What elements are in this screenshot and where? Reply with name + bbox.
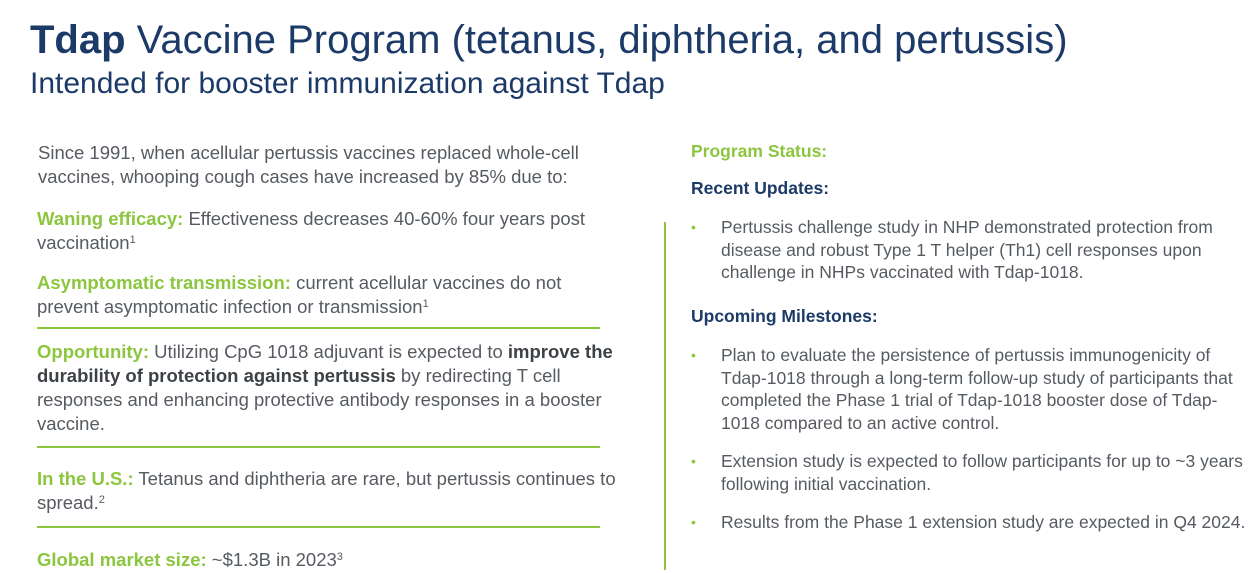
title-bold: Tdap xyxy=(30,18,126,62)
milestone-text: Plan to evaluate the persistence of pertussis immunogenicity of Tdap-1018 through a long-term follow-up study of participants that completed the Phase 1 trial of Tdap-1018 booster dose of Tdap-1018 compared to an active control. xyxy=(721,345,1233,433)
waning-text: Effectiveness decreases 40-60% four years post vaccination xyxy=(37,208,586,253)
title-rest: Vaccine Program (tetanus, diphtheria, and pertussis) xyxy=(136,18,1068,62)
column-divider xyxy=(664,222,666,570)
us-footnote: 2 xyxy=(98,494,105,506)
divider-3 xyxy=(37,526,600,528)
divider-2 xyxy=(37,446,600,448)
market-text: ~$1.3B in 2023 xyxy=(206,549,337,570)
upcoming-milestones-heading: Upcoming Milestones: xyxy=(691,306,878,326)
milestone-text: Results from the Phase 1 extension study are expected in Q4 2024. xyxy=(721,512,1246,532)
us-label: In the U.S.: xyxy=(37,468,134,489)
market-paragraph xyxy=(37,548,627,572)
bullet-icon: • xyxy=(691,514,696,530)
waning-footnote: 1 xyxy=(129,234,136,246)
bullet-icon: • xyxy=(691,453,696,469)
opportunity-text-b: by redirecting T cell responses and enhancing protective antibody responses in a booster vaccine. xyxy=(37,365,602,434)
intro-paragraph: Since 1991, when acellular pertussis vaccines replaced whole-cell vaccines, whooping cough cases have increased by 85% due to: xyxy=(38,142,579,187)
asymptomatic-label: Asymptomatic transmission: xyxy=(37,272,291,293)
asymptomatic-text: current acellular vaccines do not prevent asymptomatic infection or transmission xyxy=(37,272,562,317)
opportunity-paragraph xyxy=(37,340,627,436)
milestone-text: Extension study is expected to follow participants for up to ~3 years following initial vaccination. xyxy=(721,451,1243,494)
opportunity-label: Opportunity: xyxy=(37,341,150,362)
waning-label: Waning efficacy: xyxy=(37,208,184,229)
page-subtitle: Intended for booster immunization against Tdap xyxy=(30,67,665,100)
divider-1 xyxy=(37,327,600,329)
opportunity-text-a: Utilizing CpG 1018 adjuvant is expected to xyxy=(149,341,508,362)
page-title xyxy=(30,16,1068,64)
opportunity-bold: improve the durability of protection against pertussis xyxy=(37,341,613,386)
us-paragraph xyxy=(37,467,617,515)
waning-efficacy-paragraph xyxy=(37,207,607,255)
bullet-icon: • xyxy=(691,219,696,235)
us-text: Tetanus and diphtheria are rare, but pertussis continues to spread. xyxy=(37,468,616,513)
program-status-heading: Program Status: xyxy=(691,141,828,161)
market-label: Global market size: xyxy=(37,549,207,570)
asymptomatic-paragraph xyxy=(37,271,627,319)
recent-updates-heading: Recent Updates: xyxy=(691,178,830,198)
bullet-icon: • xyxy=(691,347,696,363)
update-text: Pertussis challenge study in NHP demonstrated protection from disease and robust Type 1 T helper (Th1) cell responses upon challenge in NHPs vaccinated with Tdap-1018. xyxy=(721,217,1213,282)
asymptomatic-footnote: 1 xyxy=(422,298,429,310)
market-footnote: 3 xyxy=(336,551,343,563)
